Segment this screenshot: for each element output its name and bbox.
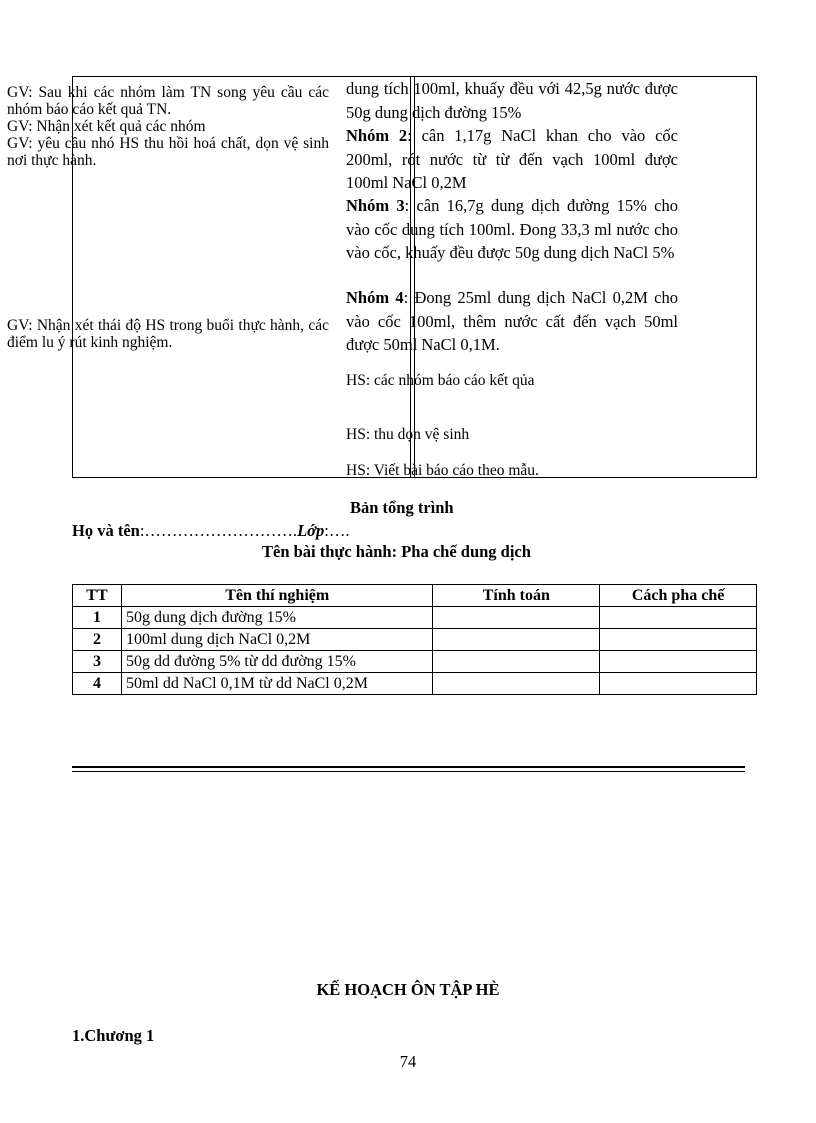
- group-4-label: Nhóm 4: [346, 288, 404, 307]
- group-3-text: [346, 194, 678, 265]
- row-experiment: 100ml dung dịch NaCl 0,2M: [121, 629, 433, 651]
- practice-label: Tên bài thực hành:: [262, 542, 398, 561]
- row-method: [600, 629, 757, 651]
- table-row: [73, 673, 757, 695]
- row-tt: 2: [73, 629, 122, 651]
- row-calculation: [433, 629, 600, 651]
- row-experiment: 50ml dd NaCl 0,1M từ dd NaCl 0,2M: [121, 673, 433, 695]
- section-divider-thick: [72, 766, 745, 768]
- page-number: 74: [399, 1052, 417, 1071]
- row-calculation: [433, 673, 600, 695]
- hs-report: HS: các nhóm báo cáo kết qủa: [346, 372, 535, 389]
- trailing-dot: .: [345, 521, 350, 540]
- group-2-detail: : cân 1,17g NaCl khan cho vào cốc 200ml, rót nước từ từ đến vạch 100ml được 100ml NaCl 0,2M: [346, 126, 678, 192]
- hs-write-report: HS: Viết bài báo cáo theo mẫu.: [346, 462, 539, 479]
- group-3-label: Nhóm 3: [346, 196, 405, 215]
- group-1-text: dung tích 100ml, khuấy đều với 42,5g nước được 50g dung dịch đường 15%: [346, 79, 678, 122]
- summer-plan-title: KẾ HOẠCH ÔN TẬP HÈ: [316, 980, 500, 999]
- row-calculation: [433, 651, 600, 673]
- hs-cleanup: HS: thu dọn vệ sinh: [346, 426, 470, 443]
- group-4-detail: : Đong 25ml dung dịch NaCl 0,2M cho vào cốc 100ml, thêm nước cất đến vạch 50ml được 50ml NaCl 0,1M.: [346, 288, 678, 354]
- group-3-detail: : cân 16,7g dung dịch đường 15% cho vào cốc dung tích 100ml. Đong 33,3 ml nước cho vào cốc, khuấy đều được 50g dung dịch NaCl 5%: [346, 196, 678, 262]
- group-2-text: [346, 124, 678, 195]
- class-dots: :…: [324, 521, 346, 540]
- teacher-note-2: GV: Nhận xét kết quả các nhóm: [7, 118, 206, 135]
- table-row: [73, 607, 757, 629]
- row-experiment: 50g dd đường 5% từ dd đường 15%: [121, 651, 433, 673]
- teacher-note-4: GV: Nhận xét thái độ HS trong buổi thực hành, các điểm lu ý rút kinh nghiệm.: [7, 317, 329, 351]
- class-label: Lớp: [297, 521, 325, 540]
- col-calculation: Tính toán: [433, 585, 600, 607]
- teacher-note-3: GV: yêu cầu nhó HS thu hồi hoá chất, dọn vệ sinh nơi thực hành.: [7, 135, 329, 169]
- practice-line: [262, 542, 531, 562]
- row-experiment: 50g dung dịch đường 15%: [121, 607, 433, 629]
- row-method: [600, 673, 757, 695]
- practice-value: Pha chế dung dịch: [401, 542, 531, 561]
- name-label: Họ và tên: [72, 521, 140, 540]
- report-header-row: [73, 585, 757, 607]
- group-2-label: Nhóm 2: [346, 126, 408, 145]
- name-dots: :……………………….: [139, 521, 298, 540]
- row-tt: 3: [73, 651, 122, 673]
- section-divider-thin: [72, 771, 745, 772]
- group-4-text: [346, 286, 678, 357]
- col-tt: TT: [73, 585, 122, 607]
- report-table: [72, 584, 757, 695]
- name-class-line: [72, 521, 349, 541]
- teacher-note-1: GV: Sau khi các nhóm làm TN song yêu cầu các nhóm báo cáo kết quả TN.: [7, 84, 329, 118]
- row-tt: 4: [73, 673, 122, 695]
- report-title: Bản tổng trình: [350, 498, 454, 517]
- chapter-heading: 1.Chương 1: [72, 1026, 155, 1045]
- table-row: [73, 651, 757, 673]
- row-method: [600, 651, 757, 673]
- row-method: [600, 607, 757, 629]
- table-row: [73, 629, 757, 651]
- col-method: Cách pha chế: [600, 585, 757, 607]
- row-calculation: [433, 607, 600, 629]
- row-tt: 1: [73, 607, 122, 629]
- col-experiment: Tên thí nghiệm: [121, 585, 433, 607]
